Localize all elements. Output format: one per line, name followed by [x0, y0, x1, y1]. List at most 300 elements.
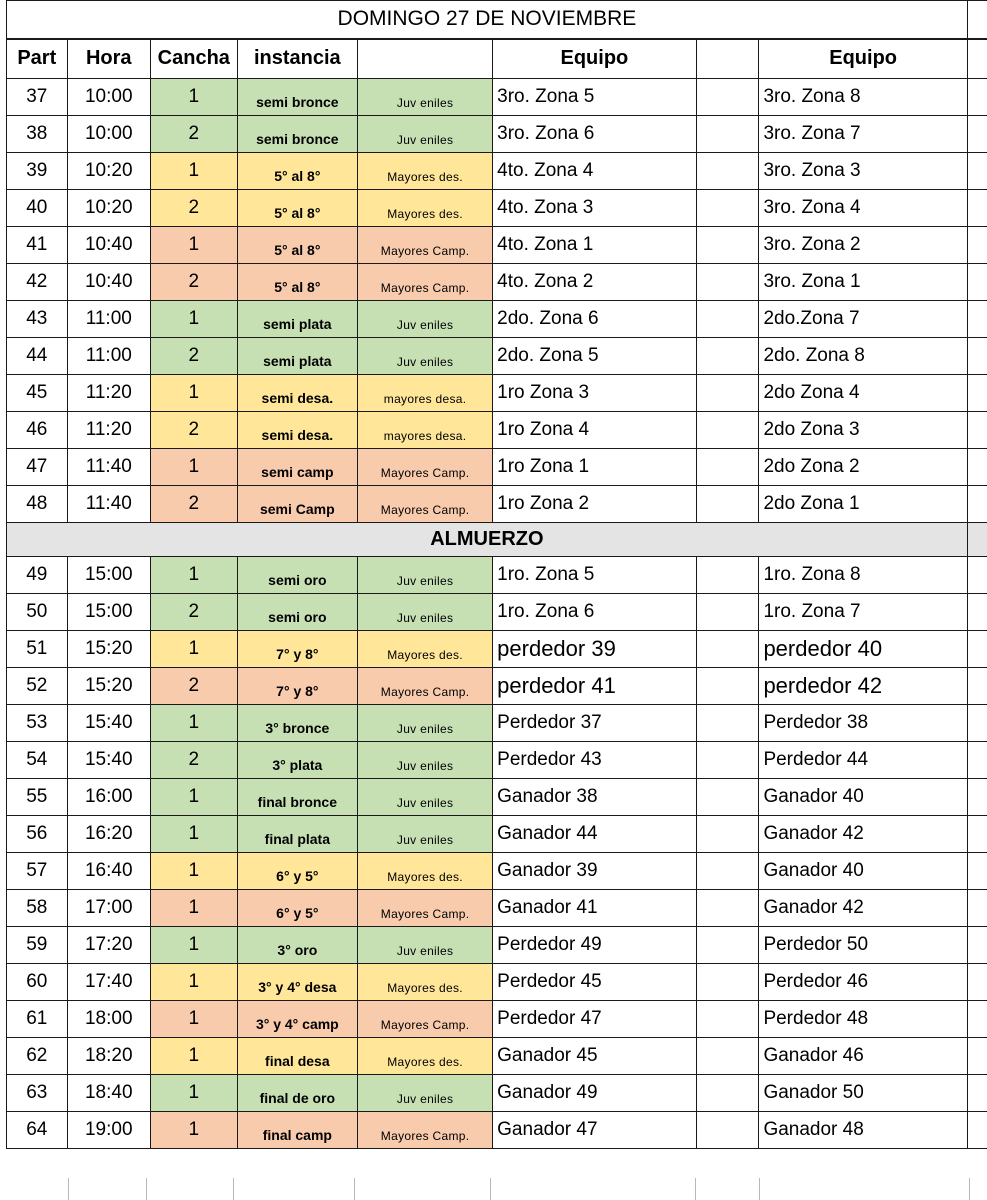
- time-cell: 15:20: [67, 631, 150, 668]
- gridline: [969, 1178, 970, 1200]
- category-cell: Juv eniles: [358, 557, 493, 594]
- court-cell: 1: [150, 1112, 237, 1149]
- part-number-cell: 60: [7, 964, 68, 1001]
- table-row: [7, 964, 987, 1001]
- table-row: [7, 1112, 987, 1149]
- team-2-cell: perdedor 40: [759, 631, 967, 668]
- time-cell: 18:20: [67, 1038, 150, 1075]
- header-edge-cell: [967, 39, 987, 79]
- time-cell: 11:40: [67, 486, 150, 523]
- category-cell: Juv eniles: [358, 742, 493, 779]
- instance-cell: 3° bronce: [237, 705, 357, 742]
- category-cell: Mayores Camp.: [358, 1112, 493, 1149]
- court-cell: 1: [150, 927, 237, 964]
- table-row: [7, 631, 987, 668]
- edge-cell: [967, 631, 987, 668]
- part-number-cell: 48: [7, 486, 68, 523]
- table-row: [7, 927, 987, 964]
- instance-cell: 5° al 8°: [237, 227, 357, 264]
- team-1-cell: 3ro. Zona 6: [493, 116, 696, 153]
- instance-cell: 7° y 8°: [237, 631, 357, 668]
- part-number-cell: 56: [7, 816, 68, 853]
- team-2-cell: 3ro. Zona 3: [759, 153, 967, 190]
- court-cell: 1: [150, 1001, 237, 1038]
- part-number-cell: 38: [7, 116, 68, 153]
- time-cell: 17:00: [67, 890, 150, 927]
- time-cell: 17:20: [67, 927, 150, 964]
- instance-cell: final bronce: [237, 779, 357, 816]
- court-cell: 2: [150, 338, 237, 375]
- spacer-cell: [696, 742, 759, 779]
- table-row: [7, 116, 987, 153]
- time-cell: 15:40: [67, 742, 150, 779]
- time-cell: 18:00: [67, 1001, 150, 1038]
- instance-cell: 6° y 5°: [237, 890, 357, 927]
- table-row: [7, 301, 987, 338]
- lunch-edge-cell: [967, 523, 987, 557]
- team-1-cell: 1ro Zona 1: [493, 449, 696, 486]
- table-row: [7, 890, 987, 927]
- table-row: [7, 1001, 987, 1038]
- category-cell: Juv eniles: [358, 816, 493, 853]
- instance-cell: semi desa.: [237, 412, 357, 449]
- court-cell: 1: [150, 227, 237, 264]
- team-1-cell: 1ro. Zona 5: [493, 557, 696, 594]
- instance-cell: semi camp: [237, 449, 357, 486]
- instance-cell: final camp: [237, 1112, 357, 1149]
- team-1-cell: 2do. Zona 5: [493, 338, 696, 375]
- table-row: [7, 190, 987, 227]
- team-1-cell: Ganador 38: [493, 779, 696, 816]
- instance-cell: 7° y 8°: [237, 668, 357, 705]
- court-cell: 1: [150, 964, 237, 1001]
- spacer-cell: [696, 412, 759, 449]
- part-number-cell: 59: [7, 927, 68, 964]
- spacer-cell: [696, 1038, 759, 1075]
- instance-cell: semi plata: [237, 338, 357, 375]
- instance-cell: final plata: [237, 816, 357, 853]
- edge-cell: [967, 1038, 987, 1075]
- time-cell: 11:00: [67, 301, 150, 338]
- instance-cell: 3° oro: [237, 927, 357, 964]
- spacer-cell: [696, 301, 759, 338]
- edge-cell: [967, 557, 987, 594]
- court-cell: 2: [150, 594, 237, 631]
- instance-cell: semi plata: [237, 301, 357, 338]
- part-number-cell: 42: [7, 264, 68, 301]
- part-number-cell: 64: [7, 1112, 68, 1149]
- team-1-cell: 3ro. Zona 5: [493, 79, 696, 116]
- team-2-cell: Ganador 42: [759, 816, 967, 853]
- team-1-cell: 1ro Zona 3: [493, 375, 696, 412]
- time-cell: 16:20: [67, 816, 150, 853]
- part-number-cell: 39: [7, 153, 68, 190]
- time-cell: 11:20: [67, 375, 150, 412]
- part-number-cell: 47: [7, 449, 68, 486]
- edge-cell: [967, 964, 987, 1001]
- edge-cell: [967, 1075, 987, 1112]
- gridline: [759, 1178, 760, 1200]
- spacer-cell: [696, 264, 759, 301]
- court-cell: 1: [150, 301, 237, 338]
- team-2-cell: 2do Zona 3: [759, 412, 967, 449]
- part-number-cell: 58: [7, 890, 68, 927]
- team-2-cell: 2do Zona 4: [759, 375, 967, 412]
- spacer-cell: [696, 964, 759, 1001]
- court-cell: 1: [150, 890, 237, 927]
- time-cell: 10:40: [67, 264, 150, 301]
- instance-cell: semi bronce: [237, 116, 357, 153]
- table-row: [7, 557, 987, 594]
- time-cell: 16:40: [67, 853, 150, 890]
- team-2-cell: 3ro. Zona 2: [759, 227, 967, 264]
- title-edge-cell: [967, 1, 987, 39]
- instance-cell: 3° plata: [237, 742, 357, 779]
- part-number-cell: 61: [7, 1001, 68, 1038]
- team-2-cell: Perdedor 46: [759, 964, 967, 1001]
- team-1-cell: Ganador 41: [493, 890, 696, 927]
- part-number-cell: 44: [7, 338, 68, 375]
- spacer-cell: [696, 853, 759, 890]
- part-number-cell: 40: [7, 190, 68, 227]
- court-cell: 1: [150, 779, 237, 816]
- team-2-cell: 3ro. Zona 8: [759, 79, 967, 116]
- spacer-cell: [696, 375, 759, 412]
- category-cell: Mayores Camp.: [358, 264, 493, 301]
- time-cell: 15:40: [67, 705, 150, 742]
- team-2-cell: 3ro. Zona 1: [759, 264, 967, 301]
- edge-cell: [967, 449, 987, 486]
- team-2-cell: 3ro. Zona 7: [759, 116, 967, 153]
- spacer-cell: [696, 79, 759, 116]
- team-1-cell: Perdedor 49: [493, 927, 696, 964]
- edge-cell: [967, 890, 987, 927]
- team-1-cell: Ganador 45: [493, 1038, 696, 1075]
- lunch-label: ALMUERZO: [7, 523, 968, 557]
- time-cell: 10:00: [67, 79, 150, 116]
- category-cell: Mayores des.: [358, 1038, 493, 1075]
- team-1-cell: 1ro Zona 2: [493, 486, 696, 523]
- edge-cell: [967, 594, 987, 631]
- part-number-cell: 54: [7, 742, 68, 779]
- instance-cell: semi desa.: [237, 375, 357, 412]
- part-number-cell: 53: [7, 705, 68, 742]
- part-number-cell: 55: [7, 779, 68, 816]
- team-1-cell: Ganador 39: [493, 853, 696, 890]
- team-2-cell: Perdedor 48: [759, 1001, 967, 1038]
- edge-cell: [967, 486, 987, 523]
- time-cell: 10:20: [67, 190, 150, 227]
- header-cancha: Cancha: [150, 39, 237, 79]
- court-cell: 1: [150, 1075, 237, 1112]
- time-cell: 19:00: [67, 1112, 150, 1149]
- team-1-cell: Ganador 44: [493, 816, 696, 853]
- team-2-cell: Ganador 42: [759, 890, 967, 927]
- team-2-cell: Ganador 50: [759, 1075, 967, 1112]
- court-cell: 1: [150, 631, 237, 668]
- edge-cell: [967, 1001, 987, 1038]
- spacer-cell: [696, 1001, 759, 1038]
- category-cell: mayores desa.: [358, 412, 493, 449]
- court-cell: 2: [150, 668, 237, 705]
- spacer-cell: [696, 190, 759, 227]
- instance-cell: 3° y 4° desa: [237, 964, 357, 1001]
- header-instancia: instancia: [237, 39, 357, 79]
- instance-cell: semi oro: [237, 557, 357, 594]
- team-1-cell: perdedor 41: [493, 668, 696, 705]
- category-cell: Juv eniles: [358, 705, 493, 742]
- court-cell: 1: [150, 79, 237, 116]
- edge-cell: [967, 190, 987, 227]
- category-cell: Mayores Camp.: [358, 890, 493, 927]
- instance-cell: 5° al 8°: [237, 190, 357, 227]
- edge-cell: [967, 816, 987, 853]
- instance-cell: final desa: [237, 1038, 357, 1075]
- team-2-cell: Ganador 48: [759, 1112, 967, 1149]
- team-1-cell: Perdedor 43: [493, 742, 696, 779]
- court-cell: 1: [150, 1038, 237, 1075]
- team-1-cell: 1ro Zona 4: [493, 412, 696, 449]
- time-cell: 15:20: [67, 668, 150, 705]
- instance-cell: 5° al 8°: [237, 153, 357, 190]
- lunch-row: [7, 523, 987, 557]
- court-cell: 1: [150, 816, 237, 853]
- header-blank: [696, 39, 759, 79]
- part-number-cell: 41: [7, 227, 68, 264]
- instance-cell: 5° al 8°: [237, 264, 357, 301]
- time-cell: 10:00: [67, 116, 150, 153]
- team-1-cell: Ganador 49: [493, 1075, 696, 1112]
- time-cell: 17:40: [67, 964, 150, 1001]
- part-number-cell: 37: [7, 79, 68, 116]
- team-1-cell: Ganador 47: [493, 1112, 696, 1149]
- part-number-cell: 51: [7, 631, 68, 668]
- court-cell: 1: [150, 705, 237, 742]
- category-cell: Mayores des.: [358, 964, 493, 1001]
- table-row: [7, 486, 987, 523]
- schedule-table: [6, 0, 987, 1149]
- category-cell: Mayores Camp.: [358, 227, 493, 264]
- category-cell: Mayores des.: [358, 153, 493, 190]
- instance-cell: semi bronce: [237, 79, 357, 116]
- team-2-cell: 2do. Zona 8: [759, 338, 967, 375]
- team-2-cell: Ganador 40: [759, 853, 967, 890]
- table-row: [7, 668, 987, 705]
- schedule-sheet: [6, 0, 987, 1149]
- header-equipo-2: Equipo: [759, 39, 967, 79]
- spacer-cell: [696, 1075, 759, 1112]
- spacer-cell: [696, 705, 759, 742]
- court-cell: 2: [150, 264, 237, 301]
- category-cell: Mayores Camp.: [358, 486, 493, 523]
- table-row: [7, 1038, 987, 1075]
- edge-cell: [967, 338, 987, 375]
- category-cell: Mayores des.: [358, 190, 493, 227]
- time-cell: 11:40: [67, 449, 150, 486]
- instance-cell: semi Camp: [237, 486, 357, 523]
- part-number-cell: 46: [7, 412, 68, 449]
- table-row: [7, 227, 987, 264]
- category-cell: Juv eniles: [358, 116, 493, 153]
- spacer-cell: [696, 116, 759, 153]
- time-cell: 16:00: [67, 779, 150, 816]
- header-row: [7, 39, 987, 79]
- part-number-cell: 62: [7, 1038, 68, 1075]
- team-2-cell: Perdedor 38: [759, 705, 967, 742]
- edge-cell: [967, 153, 987, 190]
- header-hora: Hora: [67, 39, 150, 79]
- spacer-cell: [696, 890, 759, 927]
- table-row: [7, 1075, 987, 1112]
- edge-cell: [967, 1112, 987, 1149]
- part-number-cell: 50: [7, 594, 68, 631]
- category-cell: Mayores Camp.: [358, 668, 493, 705]
- edge-cell: [967, 779, 987, 816]
- table-row: [7, 412, 987, 449]
- spacer-cell: [696, 668, 759, 705]
- team-1-cell: 4to. Zona 4: [493, 153, 696, 190]
- team-2-cell: 3ro. Zona 4: [759, 190, 967, 227]
- header-part: Part: [7, 39, 68, 79]
- team-1-cell: Perdedor 45: [493, 964, 696, 1001]
- spacer-cell: [696, 779, 759, 816]
- spacer-cell: [696, 557, 759, 594]
- table-row: [7, 816, 987, 853]
- team-1-cell: Perdedor 37: [493, 705, 696, 742]
- spacer-cell: [696, 153, 759, 190]
- gridline: [233, 1178, 234, 1200]
- category-cell: Juv eniles: [358, 301, 493, 338]
- edge-cell: [967, 301, 987, 338]
- instance-cell: 6° y 5°: [237, 853, 357, 890]
- edge-cell: [967, 853, 987, 890]
- court-cell: 2: [150, 190, 237, 227]
- instance-cell: 3° y 4° camp: [237, 1001, 357, 1038]
- team-2-cell: perdedor 42: [759, 668, 967, 705]
- court-cell: 1: [150, 557, 237, 594]
- time-cell: 18:40: [67, 1075, 150, 1112]
- court-cell: 1: [150, 153, 237, 190]
- court-cell: 2: [150, 486, 237, 523]
- category-cell: Juv eniles: [358, 594, 493, 631]
- edge-cell: [967, 742, 987, 779]
- part-number-cell: 43: [7, 301, 68, 338]
- part-number-cell: 63: [7, 1075, 68, 1112]
- court-cell: 1: [150, 449, 237, 486]
- table-row: [7, 79, 987, 116]
- category-cell: Mayores Camp.: [358, 1001, 493, 1038]
- edge-cell: [967, 668, 987, 705]
- sheet-continuation: [0, 1178, 987, 1200]
- time-cell: 15:00: [67, 594, 150, 631]
- team-2-cell: 1ro. Zona 8: [759, 557, 967, 594]
- edge-cell: [967, 264, 987, 301]
- part-number-cell: 52: [7, 668, 68, 705]
- category-cell: Mayores des.: [358, 631, 493, 668]
- table-row: [7, 375, 987, 412]
- category-cell: Juv eniles: [358, 79, 493, 116]
- table-row: [7, 742, 987, 779]
- team-1-cell: 1ro. Zona 6: [493, 594, 696, 631]
- team-2-cell: 2do Zona 2: [759, 449, 967, 486]
- edge-cell: [967, 705, 987, 742]
- time-cell: 11:20: [67, 412, 150, 449]
- team-2-cell: 1ro. Zona 7: [759, 594, 967, 631]
- spacer-cell: [696, 1112, 759, 1149]
- title-row: [7, 1, 987, 39]
- team-2-cell: 2do.Zona 7: [759, 301, 967, 338]
- table-row: [7, 594, 987, 631]
- team-1-cell: perdedor 39: [493, 631, 696, 668]
- spacer-cell: [696, 631, 759, 668]
- category-cell: Mayores Camp.: [358, 449, 493, 486]
- edge-cell: [967, 116, 987, 153]
- page-title: DOMINGO 27 DE NOVIEMBRE: [7, 1, 968, 39]
- edge-cell: [967, 927, 987, 964]
- gridline: [146, 1178, 147, 1200]
- table-row: [7, 153, 987, 190]
- category-cell: Juv eniles: [358, 1075, 493, 1112]
- category-cell: Juv eniles: [358, 927, 493, 964]
- team-1-cell: 4to. Zona 2: [493, 264, 696, 301]
- time-cell: 15:00: [67, 557, 150, 594]
- part-number-cell: 49: [7, 557, 68, 594]
- team-2-cell: Perdedor 44: [759, 742, 967, 779]
- category-cell: Juv eniles: [358, 338, 493, 375]
- spacer-cell: [696, 927, 759, 964]
- spacer-cell: [696, 816, 759, 853]
- gridline: [490, 1178, 491, 1200]
- edge-cell: [967, 375, 987, 412]
- table-row: [7, 338, 987, 375]
- table-row: [7, 449, 987, 486]
- category-cell: Juv eniles: [358, 779, 493, 816]
- part-number-cell: 45: [7, 375, 68, 412]
- time-cell: 10:40: [67, 227, 150, 264]
- spacer-cell: [696, 338, 759, 375]
- team-2-cell: Ganador 40: [759, 779, 967, 816]
- team-2-cell: Ganador 46: [759, 1038, 967, 1075]
- spacer-cell: [696, 227, 759, 264]
- table-row: [7, 853, 987, 890]
- edge-cell: [967, 79, 987, 116]
- spacer-cell: [696, 486, 759, 523]
- team-2-cell: 2do Zona 1: [759, 486, 967, 523]
- edge-cell: [967, 227, 987, 264]
- gridline: [68, 1178, 69, 1200]
- category-cell: mayores desa.: [358, 375, 493, 412]
- part-number-cell: 57: [7, 853, 68, 890]
- court-cell: 2: [150, 742, 237, 779]
- spacer-cell: [696, 449, 759, 486]
- team-1-cell: 4to. Zona 3: [493, 190, 696, 227]
- court-cell: 1: [150, 375, 237, 412]
- team-1-cell: 2do. Zona 6: [493, 301, 696, 338]
- category-cell: Mayores des.: [358, 853, 493, 890]
- header-equipo-1: Equipo: [493, 39, 696, 79]
- gridline: [354, 1178, 355, 1200]
- team-1-cell: 4to. Zona 1: [493, 227, 696, 264]
- edge-cell: [967, 412, 987, 449]
- gridline: [695, 1178, 696, 1200]
- table-row: [7, 705, 987, 742]
- time-cell: 11:00: [67, 338, 150, 375]
- spacer-cell: [696, 594, 759, 631]
- instance-cell: semi oro: [237, 594, 357, 631]
- court-cell: 2: [150, 412, 237, 449]
- court-cell: 1: [150, 853, 237, 890]
- header-categoria: [358, 39, 493, 79]
